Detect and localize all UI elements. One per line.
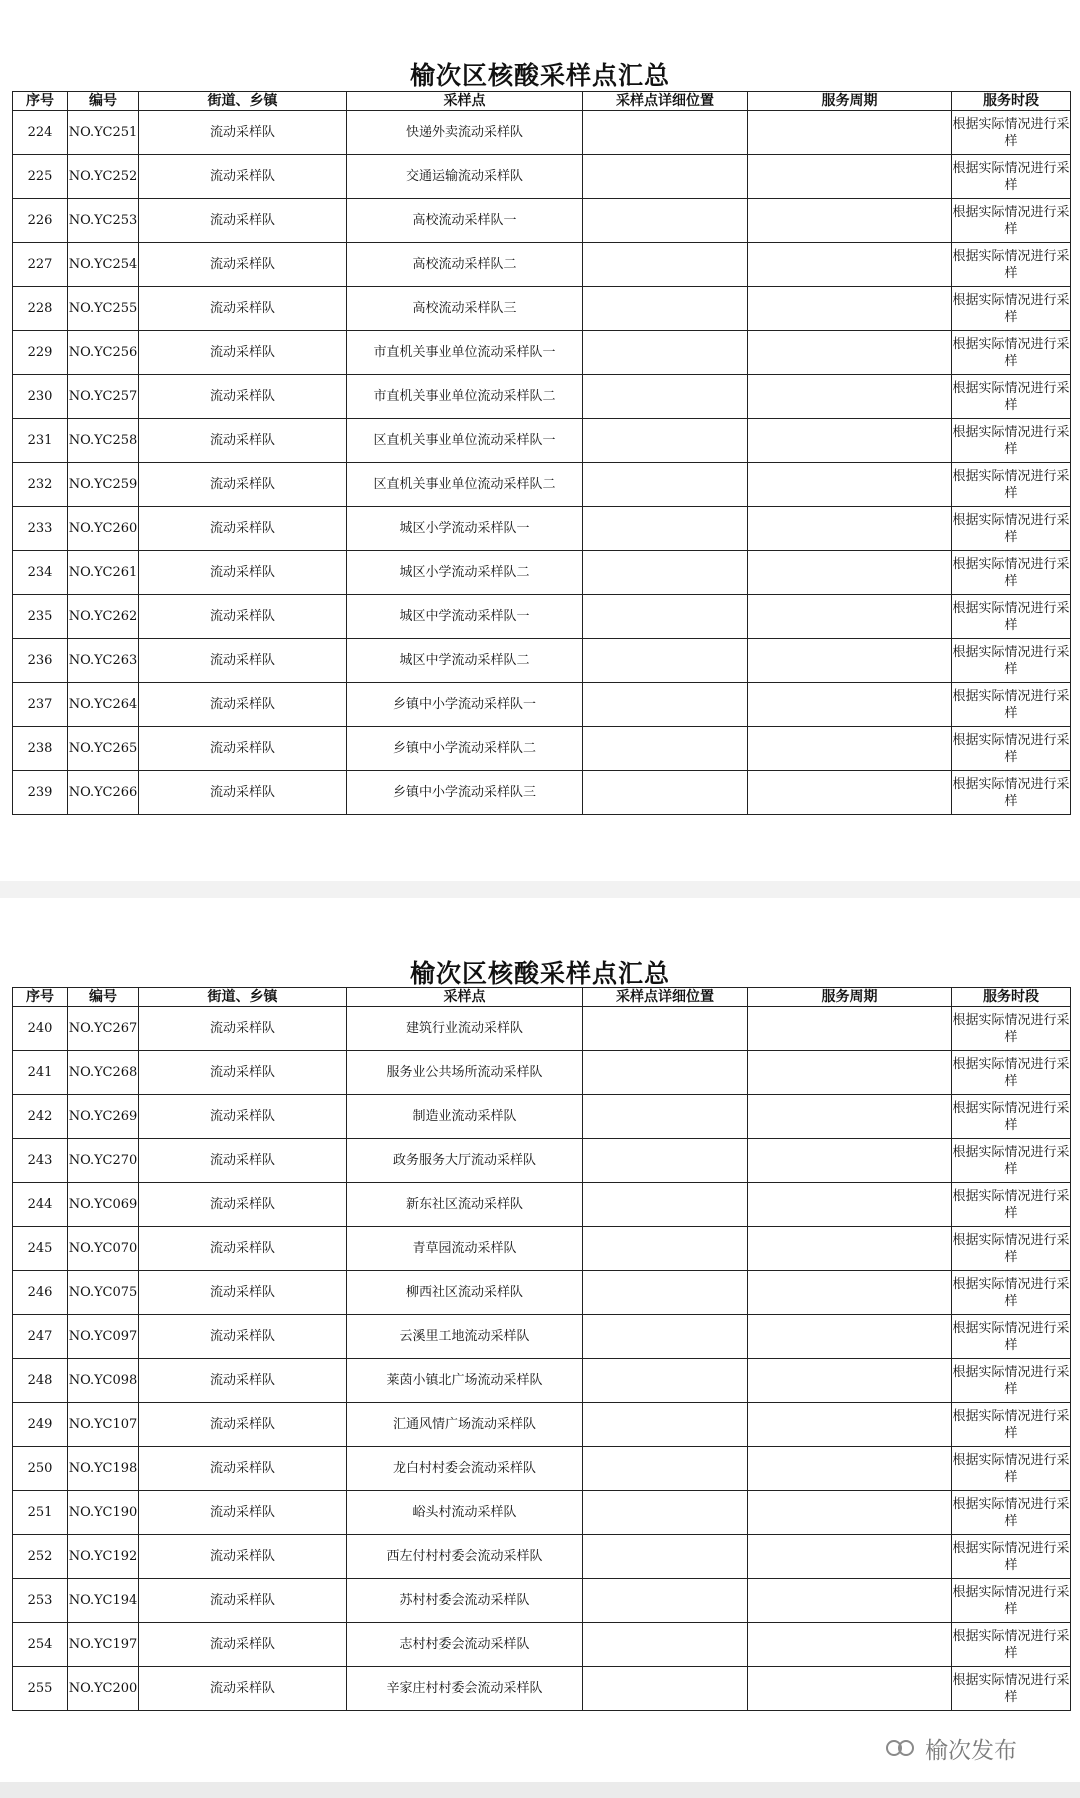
cell-street: 流动采样队	[139, 1183, 347, 1227]
cell-location	[583, 1051, 748, 1095]
cell-site: 青草园流动采样队	[347, 1227, 583, 1271]
table-row	[13, 639, 1071, 683]
header-site: 采样点	[347, 92, 583, 111]
cell-cycle	[748, 1227, 952, 1271]
cell-street: 流动采样队	[139, 155, 347, 199]
cell-street: 流动采样队	[139, 1051, 347, 1095]
cell-street: 流动采样队	[139, 1227, 347, 1271]
cell-site: 城区中学流动采样队二	[347, 639, 583, 683]
table-row	[13, 771, 1071, 815]
cell-site: 辛家庄村村委会流动采样队	[347, 1667, 583, 1711]
table-row	[13, 331, 1071, 375]
cell-street: 流动采样队	[139, 1579, 347, 1623]
cell-location	[583, 1227, 748, 1271]
cell-seq: 255	[13, 1667, 68, 1711]
cell-street: 流动采样队	[139, 1139, 347, 1183]
table-row	[13, 419, 1071, 463]
cell-location	[583, 683, 748, 727]
table-row	[13, 1359, 1071, 1403]
cell-code: NO.YC255	[68, 287, 139, 331]
cell-time: 根据实际情况进行采样	[952, 1271, 1071, 1315]
table-row	[13, 199, 1071, 243]
cell-seq: 238	[13, 727, 68, 771]
cell-site: 汇通风情广场流动采样队	[347, 1403, 583, 1447]
table-row	[13, 1491, 1071, 1535]
cell-site: 制造业流动采样队	[347, 1095, 583, 1139]
cell-street: 流动采样队	[139, 1447, 347, 1491]
cell-street: 流动采样队	[139, 595, 347, 639]
cell-code: NO.YC264	[68, 683, 139, 727]
cell-street: 流动采样队	[139, 771, 347, 815]
cell-cycle	[748, 639, 952, 683]
cell-cycle	[748, 1271, 952, 1315]
header-street: 街道、乡镇	[139, 988, 347, 1007]
cell-street: 流动采样队	[139, 1667, 347, 1711]
table-row	[13, 1535, 1071, 1579]
cell-cycle	[748, 507, 952, 551]
cell-cycle	[748, 111, 952, 155]
cell-cycle	[748, 287, 952, 331]
cell-location	[583, 595, 748, 639]
cell-cycle	[748, 771, 952, 815]
cell-location	[583, 1271, 748, 1315]
cell-cycle	[748, 1579, 952, 1623]
cell-seq: 234	[13, 551, 68, 595]
cell-time: 根据实际情况进行采样	[952, 1359, 1071, 1403]
cell-time: 根据实际情况进行采样	[952, 199, 1071, 243]
cell-site: 乡镇中小学流动采样队三	[347, 771, 583, 815]
table-row	[13, 595, 1071, 639]
header-location: 采样点详细位置	[583, 92, 748, 111]
cell-cycle	[748, 1139, 952, 1183]
header-seq: 序号	[13, 988, 68, 1007]
cell-seq: 231	[13, 419, 68, 463]
cell-seq: 250	[13, 1447, 68, 1491]
cell-location	[583, 199, 748, 243]
cell-street: 流动采样队	[139, 1359, 347, 1403]
cell-cycle	[748, 1095, 952, 1139]
cell-seq: 248	[13, 1359, 68, 1403]
cell-site: 新东社区流动采样队	[347, 1183, 583, 1227]
cell-code: NO.YC075	[68, 1271, 139, 1315]
table-row	[13, 111, 1071, 155]
table-row	[13, 683, 1071, 727]
cell-site: 区直机关事业单位流动采样队一	[347, 419, 583, 463]
cell-seq: 224	[13, 111, 68, 155]
cell-site: 云溪里工地流动采样队	[347, 1315, 583, 1359]
cell-seq: 244	[13, 1183, 68, 1227]
cell-seq: 236	[13, 639, 68, 683]
cell-time: 根据实际情况进行采样	[952, 1051, 1071, 1095]
table-row	[13, 1667, 1071, 1711]
cell-code: NO.YC266	[68, 771, 139, 815]
cell-cycle	[748, 1447, 952, 1491]
cell-code: NO.YC194	[68, 1579, 139, 1623]
cell-site: 乡镇中小学流动采样队二	[347, 727, 583, 771]
cell-street: 流动采样队	[139, 507, 347, 551]
cell-location	[583, 1139, 748, 1183]
cell-site: 龙白村村委会流动采样队	[347, 1447, 583, 1491]
cell-seq: 237	[13, 683, 68, 727]
table-row	[13, 1139, 1071, 1183]
cell-location	[583, 1095, 748, 1139]
cell-site: 乡镇中小学流动采样队一	[347, 683, 583, 727]
document-page-2	[0, 898, 1080, 1782]
table-header-row	[13, 92, 1071, 111]
cell-location	[583, 243, 748, 287]
cell-time: 根据实际情况进行采样	[952, 111, 1071, 155]
cell-code: NO.YC258	[68, 419, 139, 463]
cell-site: 苏村村委会流动采样队	[347, 1579, 583, 1623]
cell-site: 建筑行业流动采样队	[347, 1007, 583, 1051]
cell-code: NO.YC265	[68, 727, 139, 771]
document-page-1	[0, 0, 1080, 881]
header-cycle: 服务周期	[748, 988, 952, 1007]
table-row	[13, 727, 1071, 771]
cell-time: 根据实际情况进行采样	[952, 507, 1071, 551]
table-row	[13, 1051, 1071, 1095]
cell-location	[583, 639, 748, 683]
cell-time: 根据实际情况进行采样	[952, 1315, 1071, 1359]
cell-cycle	[748, 1359, 952, 1403]
cell-site: 快递外卖流动采样队	[347, 111, 583, 155]
header-time: 服务时段	[952, 988, 1071, 1007]
cell-cycle	[748, 419, 952, 463]
cell-cycle	[748, 331, 952, 375]
source-watermark	[885, 1731, 1017, 1765]
table-row	[13, 1447, 1071, 1491]
cell-time: 根据实际情况进行采样	[952, 1667, 1071, 1711]
cell-code: NO.YC259	[68, 463, 139, 507]
cell-location	[583, 1183, 748, 1227]
cell-location	[583, 1403, 748, 1447]
cell-code: NO.YC267	[68, 1007, 139, 1051]
cell-location	[583, 1579, 748, 1623]
cell-cycle	[748, 1051, 952, 1095]
cell-time: 根据实际情况进行采样	[952, 595, 1071, 639]
cell-code: NO.YC069	[68, 1183, 139, 1227]
cell-cycle	[748, 199, 952, 243]
cell-cycle	[748, 595, 952, 639]
cell-code: NO.YC270	[68, 1139, 139, 1183]
cell-cycle	[748, 1007, 952, 1051]
cell-code: NO.YC254	[68, 243, 139, 287]
cell-seq: 229	[13, 331, 68, 375]
table-body	[13, 1007, 1071, 1711]
cell-code: NO.YC257	[68, 375, 139, 419]
cell-seq: 254	[13, 1623, 68, 1667]
cell-time: 根据实际情况进行采样	[952, 1139, 1071, 1183]
cell-time: 根据实际情况进行采样	[952, 331, 1071, 375]
cell-seq: 241	[13, 1051, 68, 1095]
cell-code: NO.YC198	[68, 1447, 139, 1491]
cell-site: 城区中学流动采样队一	[347, 595, 583, 639]
cell-location	[583, 1315, 748, 1359]
cell-location	[583, 551, 748, 595]
cell-time: 根据实际情况进行采样	[952, 1403, 1071, 1447]
cell-time: 根据实际情况进行采样	[952, 1183, 1071, 1227]
table-row	[13, 1007, 1071, 1051]
cell-site: 城区小学流动采样队二	[347, 551, 583, 595]
cell-seq: 252	[13, 1535, 68, 1579]
table-row	[13, 1183, 1071, 1227]
cell-street: 流动采样队	[139, 287, 347, 331]
header-code: 编号	[68, 92, 139, 111]
cell-code: NO.YC192	[68, 1535, 139, 1579]
cell-time: 根据实际情况进行采样	[952, 727, 1071, 771]
cell-cycle	[748, 1535, 952, 1579]
table-body	[13, 111, 1071, 815]
cell-street: 流动采样队	[139, 727, 347, 771]
cell-seq: 245	[13, 1227, 68, 1271]
cell-seq: 247	[13, 1315, 68, 1359]
cell-seq: 251	[13, 1491, 68, 1535]
cell-site: 区直机关事业单位流动采样队二	[347, 463, 583, 507]
header-street: 街道、乡镇	[139, 92, 347, 111]
cell-site: 西左付村村委会流动采样队	[347, 1535, 583, 1579]
cell-seq: 249	[13, 1403, 68, 1447]
cell-location	[583, 1359, 748, 1403]
cell-seq: 242	[13, 1095, 68, 1139]
cell-street: 流动采样队	[139, 551, 347, 595]
table-row	[13, 287, 1071, 331]
cell-seq: 227	[13, 243, 68, 287]
cell-cycle	[748, 1315, 952, 1359]
cell-time: 根据实际情况进行采样	[952, 551, 1071, 595]
cell-location	[583, 507, 748, 551]
cell-seq: 235	[13, 595, 68, 639]
cell-street: 流动采样队	[139, 1403, 347, 1447]
cell-street: 流动采样队	[139, 331, 347, 375]
cell-cycle	[748, 1491, 952, 1535]
cell-code: NO.YC097	[68, 1315, 139, 1359]
cell-street: 流动采样队	[139, 1007, 347, 1051]
table-row	[13, 1623, 1071, 1667]
cell-location	[583, 155, 748, 199]
cell-time: 根据实际情况进行采样	[952, 287, 1071, 331]
cell-location	[583, 1667, 748, 1711]
cell-location	[583, 1491, 748, 1535]
cell-seq: 239	[13, 771, 68, 815]
cell-cycle	[748, 683, 952, 727]
cell-code: NO.YC262	[68, 595, 139, 639]
cell-location	[583, 1447, 748, 1491]
table-row	[13, 1227, 1071, 1271]
cell-code: NO.YC107	[68, 1403, 139, 1447]
cell-street: 流动采样队	[139, 111, 347, 155]
cell-code: NO.YC070	[68, 1227, 139, 1271]
table-row	[13, 1095, 1071, 1139]
cell-time: 根据实际情况进行采样	[952, 639, 1071, 683]
cell-site: 高校流动采样队三	[347, 287, 583, 331]
cell-time: 根据实际情况进行采样	[952, 1095, 1071, 1139]
cell-site: 高校流动采样队一	[347, 199, 583, 243]
table-row	[13, 1271, 1071, 1315]
cell-cycle	[748, 1623, 952, 1667]
cell-code: NO.YC253	[68, 199, 139, 243]
cell-street: 流动采样队	[139, 639, 347, 683]
page-gap	[0, 1782, 1080, 1798]
table-header-row	[13, 988, 1071, 1007]
cell-code: NO.YC256	[68, 331, 139, 375]
cell-seq: 228	[13, 287, 68, 331]
cell-location	[583, 419, 748, 463]
table-row	[13, 551, 1071, 595]
cell-site: 交通运输流动采样队	[347, 155, 583, 199]
cell-site: 高校流动采样队二	[347, 243, 583, 287]
cell-location	[583, 331, 748, 375]
cell-time: 根据实际情况进行采样	[952, 1227, 1071, 1271]
cell-street: 流动采样队	[139, 1095, 347, 1139]
header-site: 采样点	[347, 988, 583, 1007]
table-row	[13, 463, 1071, 507]
cell-time: 根据实际情况进行采样	[952, 1007, 1071, 1051]
page-title: 榆次区核酸采样点汇总	[409, 959, 670, 988]
cell-seq: 225	[13, 155, 68, 199]
header-seq: 序号	[13, 92, 68, 111]
cell-cycle	[748, 1667, 952, 1711]
cell-street: 流动采样队	[139, 463, 347, 507]
cell-street: 流动采样队	[139, 375, 347, 419]
cell-time: 根据实际情况进行采样	[952, 375, 1071, 419]
cell-site: 志村村委会流动采样队	[347, 1623, 583, 1667]
cell-site: 政务服务大厅流动采样队	[347, 1139, 583, 1183]
cell-code: NO.YC200	[68, 1667, 139, 1711]
cell-time: 根据实际情况进行采样	[952, 419, 1071, 463]
cell-code: NO.YC263	[68, 639, 139, 683]
watermark-text: 榆次发布	[925, 1737, 1017, 1764]
cell-cycle	[748, 551, 952, 595]
cell-seq: 253	[13, 1579, 68, 1623]
cell-time: 根据实际情况进行采样	[952, 1535, 1071, 1579]
cell-street: 流动采样队	[139, 243, 347, 287]
cell-code: NO.YC261	[68, 551, 139, 595]
cell-seq: 240	[13, 1007, 68, 1051]
cell-seq: 226	[13, 199, 68, 243]
cell-time: 根据实际情况进行采样	[952, 243, 1071, 287]
cell-cycle	[748, 727, 952, 771]
cell-location	[583, 771, 748, 815]
cell-location	[583, 727, 748, 771]
cell-location	[583, 375, 748, 419]
cell-cycle	[748, 243, 952, 287]
cell-site: 莱茵小镇北广场流动采样队	[347, 1359, 583, 1403]
cell-street: 流动采样队	[139, 1535, 347, 1579]
cell-location	[583, 463, 748, 507]
cell-street: 流动采样队	[139, 419, 347, 463]
table-row	[13, 507, 1071, 551]
cell-seq: 233	[13, 507, 68, 551]
cell-cycle	[748, 1183, 952, 1227]
cell-time: 根据实际情况进行采样	[952, 463, 1071, 507]
cell-street: 流动采样队	[139, 1491, 347, 1535]
table-row	[13, 1315, 1071, 1359]
cell-location	[583, 111, 748, 155]
cell-time: 根据实际情况进行采样	[952, 1491, 1071, 1535]
cell-site: 服务业公共场所流动采样队	[347, 1051, 583, 1095]
header-location: 采样点详细位置	[583, 988, 748, 1007]
sampling-sites-table	[12, 987, 1071, 1711]
cell-cycle	[748, 1403, 952, 1447]
cell-seq: 243	[13, 1139, 68, 1183]
table-row	[13, 1403, 1071, 1447]
cell-location	[583, 1623, 748, 1667]
table-row	[13, 1579, 1071, 1623]
cell-cycle	[748, 155, 952, 199]
cell-street: 流动采样队	[139, 1623, 347, 1667]
sampling-sites-table	[12, 91, 1071, 815]
cell-code: NO.YC190	[68, 1491, 139, 1535]
table-row	[13, 375, 1071, 419]
cell-time: 根据实际情况进行采样	[952, 1623, 1071, 1667]
cell-code: NO.YC252	[68, 155, 139, 199]
cell-seq: 246	[13, 1271, 68, 1315]
cell-time: 根据实际情况进行采样	[952, 771, 1071, 815]
cell-time: 根据实际情况进行采样	[952, 1579, 1071, 1623]
cell-site: 峪头村流动采样队	[347, 1491, 583, 1535]
cell-location	[583, 287, 748, 331]
header-code: 编号	[68, 988, 139, 1007]
cell-code: NO.YC268	[68, 1051, 139, 1095]
cell-code: NO.YC260	[68, 507, 139, 551]
cell-site: 市直机关事业单位流动采样队二	[347, 375, 583, 419]
cell-street: 流动采样队	[139, 683, 347, 727]
cell-site: 市直机关事业单位流动采样队一	[347, 331, 583, 375]
cell-code: NO.YC269	[68, 1095, 139, 1139]
cell-code: NO.YC098	[68, 1359, 139, 1403]
cell-seq: 230	[13, 375, 68, 419]
cell-site: 柳西社区流动采样队	[347, 1271, 583, 1315]
cell-street: 流动采样队	[139, 199, 347, 243]
wechat-channel-icon	[885, 1737, 917, 1759]
cell-seq: 232	[13, 463, 68, 507]
cell-code: NO.YC197	[68, 1623, 139, 1667]
cell-cycle	[748, 463, 952, 507]
cell-street: 流动采样队	[139, 1315, 347, 1359]
cell-street: 流动采样队	[139, 1271, 347, 1315]
cell-time: 根据实际情况进行采样	[952, 155, 1071, 199]
cell-cycle	[748, 375, 952, 419]
cell-code: NO.YC251	[68, 111, 139, 155]
header-cycle: 服务周期	[748, 92, 952, 111]
cell-location	[583, 1007, 748, 1051]
header-time: 服务时段	[952, 92, 1071, 111]
cell-site: 城区小学流动采样队一	[347, 507, 583, 551]
cell-time: 根据实际情况进行采样	[952, 1447, 1071, 1491]
table-row	[13, 243, 1071, 287]
cell-time: 根据实际情况进行采样	[952, 683, 1071, 727]
table-row	[13, 155, 1071, 199]
cell-location	[583, 1535, 748, 1579]
page-title: 榆次区核酸采样点汇总	[409, 61, 670, 90]
